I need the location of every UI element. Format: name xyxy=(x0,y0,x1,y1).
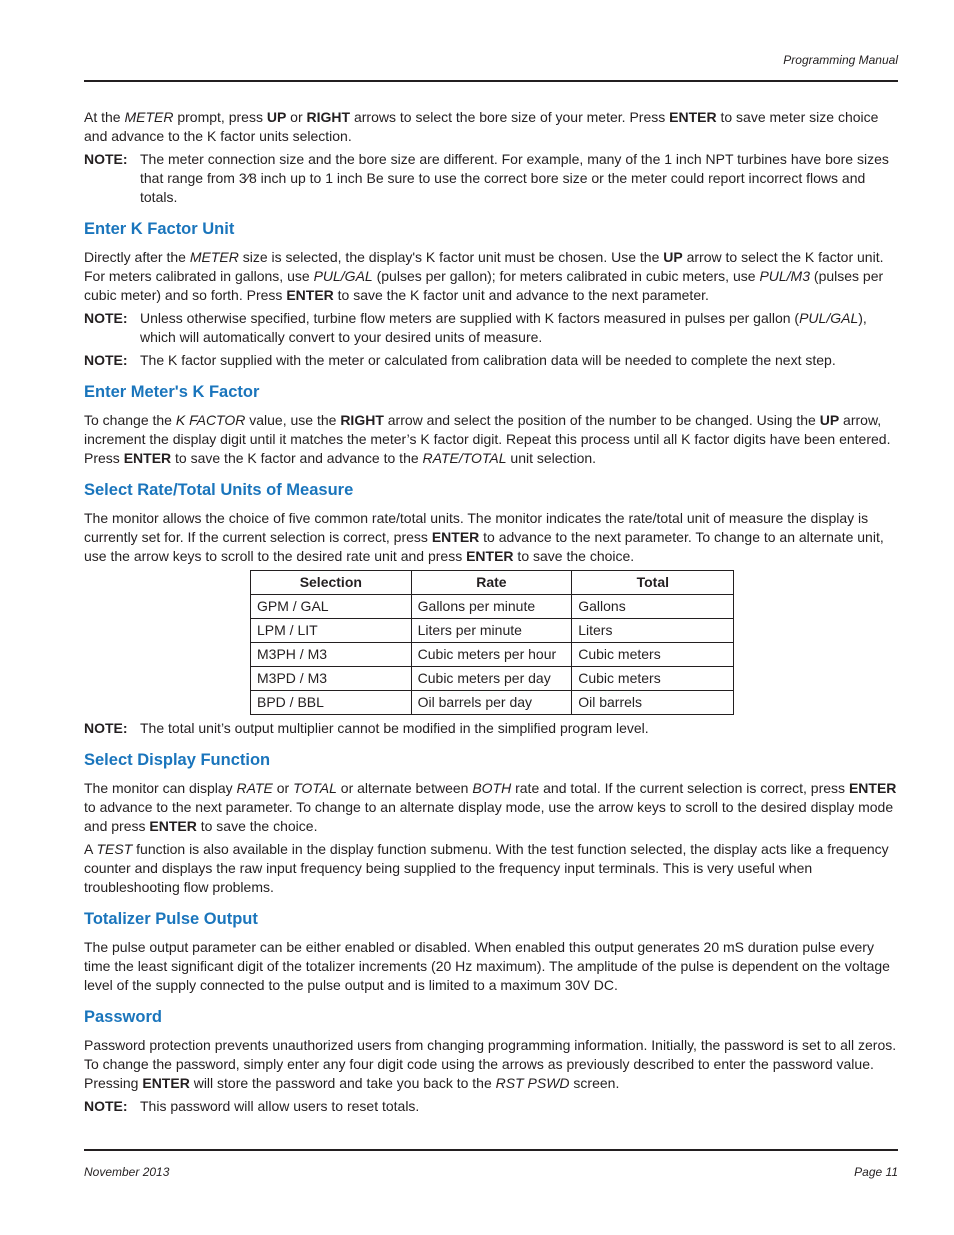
table-cell: LPM / LIT xyxy=(251,619,412,643)
header-rule xyxy=(84,80,898,82)
note-label: NOTE: xyxy=(84,352,128,368)
rate-total-paragraph: The monitor allows the choice of five common rate/total units. The monitor indicates the rate/total unit of measure the display is currently set for. If the current selection is correct, press ENTER to advance to the next parameter. To change to an alternate unit, use the arrow keys to scroll to the desired rate unit and press ENTER to save the choice. xyxy=(84,510,884,564)
footer-date: November 2013 xyxy=(84,1165,170,1179)
heading-enter-k-factor-unit: Enter K Factor Unit xyxy=(84,220,235,238)
table-cell: Cubic meters xyxy=(572,667,734,691)
table-cell: BPD / BBL xyxy=(251,691,412,715)
meter-paragraph: At the METER prompt, press UP or RIGHT arrows to select the bore size of your meter. Press ENTER to save meter size choice and advance to the K factor units selection. xyxy=(84,109,879,144)
table-cell: Cubic meters per day xyxy=(411,667,572,691)
footer-rule xyxy=(84,1149,898,1151)
pulse-output-paragraph: The pulse output parameter can be either enabled or disabled. When enabled this output generates 20 mS duration pulse every time the least significant digit of the totalizer increments (20 Hz maximum). The amplitude of the pulse is dependent on the voltage level of the supply connected to the pulse output and is limited to a maximum 30V DC. xyxy=(84,939,890,993)
table-cell: Cubic meters xyxy=(572,643,734,667)
note-label: NOTE: xyxy=(84,151,128,167)
k-factor-paragraph: To change the K FACTOR value, use the RIGHT arrow and select the position of the number to be changed. Using the UP arrow, increment the display digit until it matches the meter’s K factor digit. Repeat this process until all K factor digits have been entered. Press ENTER to save the K factor and advance to the RATE/TOTAL unit selection. xyxy=(84,412,891,466)
table-cell: Cubic meters per hour xyxy=(411,643,572,667)
display-function-paragraph: The monitor can display RATE or TOTAL or alternate between BOTH rate and total. If the current selection is correct, press ENTER to advance to the next parameter. To change to an alternate display mode, use the arrow keys to scroll to the desired display mode and press ENTER to save the choice. xyxy=(84,780,897,834)
table-cell: Oil barrels xyxy=(572,691,734,715)
note-label: NOTE: xyxy=(84,310,128,326)
note-text: The meter connection size and the bore size are different. For example, many of the 1 inch NPT turbines have bore sizes that range from 3⁄8 inch up to 1 inch Be sure to use the correct bore size or the meter could report incorrect flows and totals. xyxy=(140,151,889,205)
table-cell: Liters xyxy=(572,619,734,643)
rate-total-units-table xyxy=(250,570,734,715)
note-bore-size xyxy=(84,150,898,207)
heading-enter-meters-k-factor: Enter Meter's K Factor xyxy=(84,383,260,401)
note-text: This password will allow users to reset totals. xyxy=(140,1098,420,1114)
table-cell: Liters per minute xyxy=(411,619,572,643)
table-row xyxy=(251,643,734,667)
note-k-factor-default xyxy=(84,309,898,347)
table-row xyxy=(251,619,734,643)
table-cell: Oil barrels per day xyxy=(411,691,572,715)
note-password-reset xyxy=(84,1097,898,1116)
heading-password: Password xyxy=(84,1008,162,1026)
table-cell: Gallons per minute xyxy=(411,595,572,619)
footer-page-number: Page 11 xyxy=(854,1165,898,1179)
note-text: The total unit’s output multiplier cannot be modified in the simplified program level. xyxy=(140,720,649,736)
running-header: Programming Manual xyxy=(783,53,898,67)
note-text: The K factor supplied with the meter or calculated from calibration data will be needed to complete the next step. xyxy=(140,352,836,368)
password-paragraph: Password protection prevents unauthorized users from changing programming information. Initially, the password is set to all zeros. To change the password, simply enter any four digit code using the arrows as previously described to enter the password value. Pressing ENTER will store the password and take you back to the RST PSWD screen. xyxy=(84,1037,897,1091)
heading-select-rate-total-units: Select Rate/Total Units of Measure xyxy=(84,481,354,499)
table-cell: Gallons xyxy=(572,595,734,619)
column-header-total: Total xyxy=(572,571,734,595)
heading-select-display-function: Select Display Function xyxy=(84,751,271,769)
table-cell: M3PH / M3 xyxy=(251,643,412,667)
test-function-paragraph: A TEST function is also available in the display function submenu. With the test function selected, the display acts like a frequency counter and displays the raw input frequency being supplied to the frequency input terminals. This is very useful when troubleshooting flow problems. xyxy=(84,841,889,895)
note-label: NOTE: xyxy=(84,1098,128,1114)
table-row xyxy=(251,667,734,691)
table-cell: M3PD / M3 xyxy=(251,667,412,691)
page-body xyxy=(84,108,898,1120)
table-row xyxy=(251,595,734,619)
note-text: Unless otherwise specified, turbine flow meters are supplied with K factors measured in pulses per gallon (PUL/GAL), which will automatically convert to your desired units of measure. xyxy=(140,310,867,345)
note-label: NOTE: xyxy=(84,720,128,736)
column-header-rate: Rate xyxy=(411,571,572,595)
table-header-row xyxy=(251,571,734,595)
note-output-multiplier xyxy=(84,719,898,738)
note-k-factor-supplied xyxy=(84,351,898,370)
column-header-selection: Selection xyxy=(251,571,412,595)
heading-totalizer-pulse-output: Totalizer Pulse Output xyxy=(84,910,258,928)
k-unit-paragraph: Directly after the METER size is selected, the display's K factor unit must be chosen. Use the UP arrow to select the K factor unit. For meters calibrated in gallons, use PUL/GAL (pulses per gallon); for meters calibrated in cubic meters, use PUL/M3 (pulses per cubic meter) and so forth. Press ENTER to save the K factor unit and advance to the next parameter. xyxy=(84,249,884,303)
table-cell: GPM / GAL xyxy=(251,595,412,619)
table-row xyxy=(251,691,734,715)
